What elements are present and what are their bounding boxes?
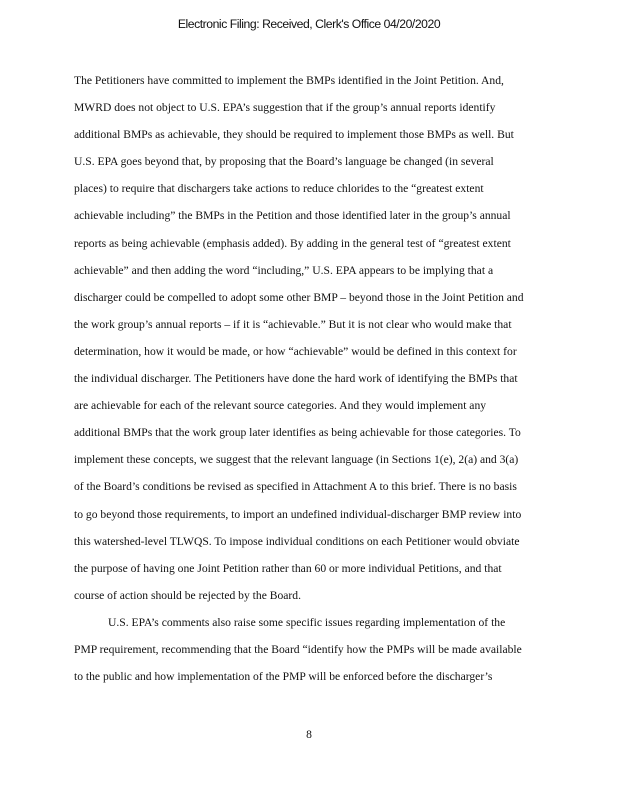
text-line: course of action should be rejected by the Board. [74, 588, 301, 602]
text-line: discharger could be compelled to adopt some other BMP – beyond those in the Joint Petition and [74, 290, 524, 304]
text-line: achievable including” the BMPs in the Petition and those identified later in the group’s annual [74, 209, 511, 223]
document-body [74, 67, 544, 690]
text-line: additional BMPs that the work group later identifies as being achievable for those categories. To [74, 426, 521, 440]
text-line: the purpose of having one Joint Petition rather than 60 or more individual Petitions, and that [74, 561, 502, 575]
text-line: this watershed-level TLWQS. To impose individual conditions on each Petitioner would obviate [74, 534, 520, 548]
text-line: the work group’s annual reports – if it is “achievable.” But it is not clear who would make that [74, 317, 512, 331]
text-line: PMP requirement, recommending that the Board “identify how the PMPs will be made available [74, 642, 522, 656]
text-line: U.S. EPA goes beyond that, by proposing that the Board’s language be changed (in several [74, 155, 494, 169]
paragraph-1 [74, 67, 544, 609]
text-line: of the Board’s conditions be revised as specified in Attachment A to this brief. There is no basis [74, 480, 517, 494]
text-line: achievable” and then adding the word “including,” U.S. EPA appears to be implying that a [74, 263, 494, 277]
text-line: reports as being achievable (emphasis added). By adding in the general test of “greatest extent [74, 236, 511, 250]
paragraph-2 [74, 609, 544, 690]
text-line: places) to require that dischargers take actions to reduce chlorides to the “greatest extent [74, 182, 484, 196]
text-line: are achievable for each of the relevant source categories. And they would implement any [74, 399, 487, 413]
text-line: the individual discharger. The Petitioners have done the hard work of identifying the BMPs that [74, 372, 518, 386]
text-line: implement these concepts, we suggest that the relevant language (in Sections 1(e), 2(a) and 3(a) [74, 453, 519, 467]
text-line: U.S. EPA’s comments also raise some specific issues regarding implementation of the [108, 615, 506, 629]
text-line: determination, how it would be made, or how “achievable” would be defined in this context for [74, 344, 517, 358]
text-line: to go beyond those requirements, to import an undefined individual-discharger BMP review into [74, 507, 522, 521]
page-number: 8 [306, 728, 312, 741]
text-line: to the public and how implementation of the PMP will be enforced before the discharger’s [74, 670, 493, 684]
text-line: The Petitioners have committed to implement the BMPs identified in the Joint Petition. And, [74, 74, 504, 87]
text-line: MWRD does not object to U.S. EPA’s suggestion that if the group’s annual reports identify [74, 101, 496, 115]
text-line: additional BMPs as achievable, they should be required to implement those BMPs as well. But [74, 128, 514, 142]
filing-stamp-header: Electronic Filing: Received, Clerk's Office 04/20/2020 [177, 17, 441, 31]
